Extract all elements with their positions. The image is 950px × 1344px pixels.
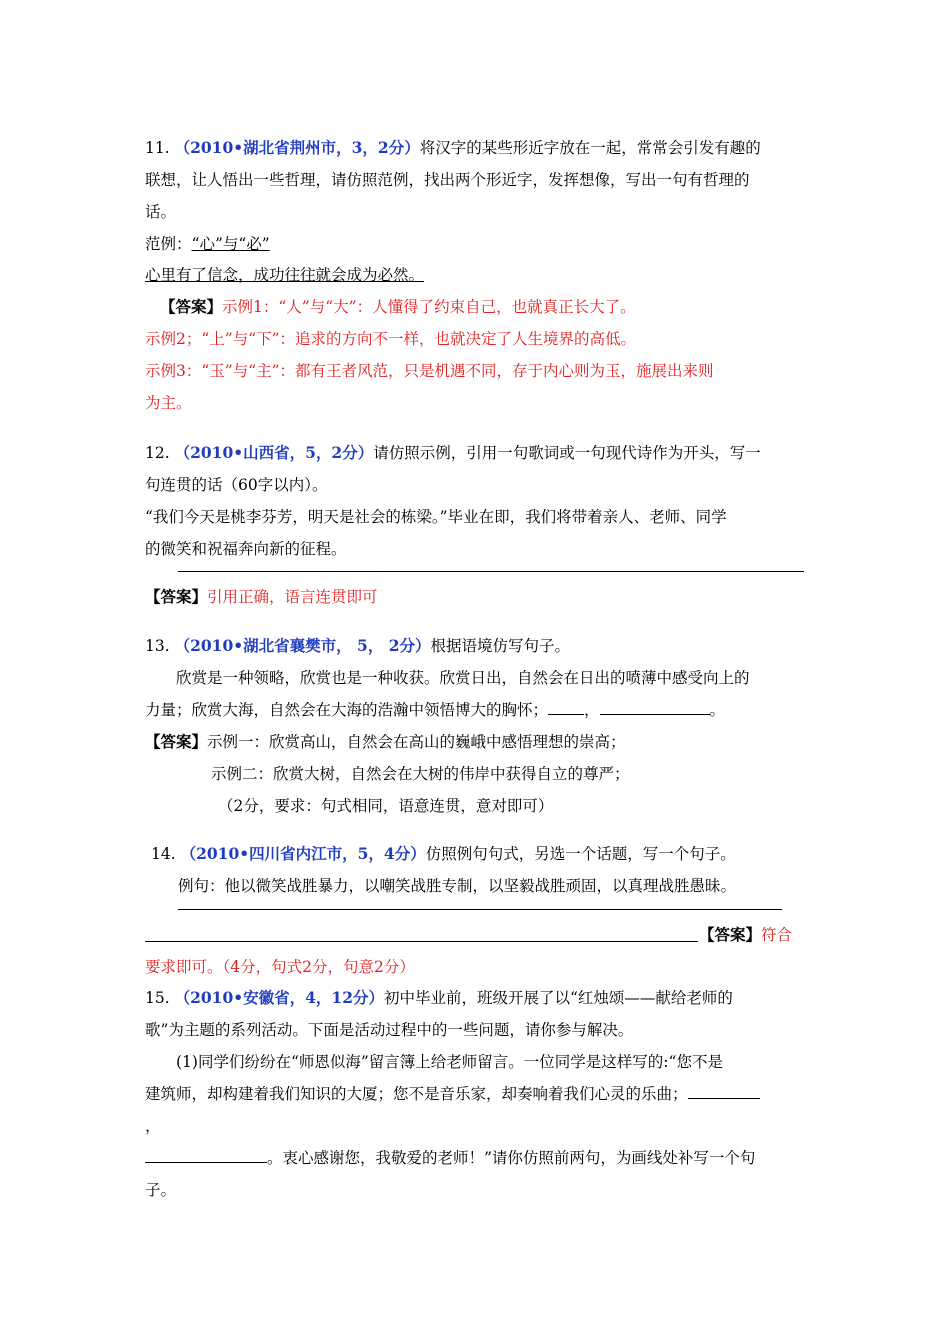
q12-answer-tag: 【答案】 — [145, 587, 208, 606]
q15-blank-1[interactable] — [688, 1084, 760, 1099]
q13-answer-tag: 【答案】 — [145, 732, 208, 751]
q15-line4-text: 建筑师，却构建着我们知识的大厦；您不是音乐家，却奏响着我们心灵的乐曲； — [145, 1085, 688, 1103]
q11-answer1 — [160, 296, 636, 318]
q12-line1 — [145, 442, 761, 464]
q14-text: 仿照例句句式，另选一个话题，写一个句子。 — [425, 845, 736, 863]
q12-answer-text: 引用正确，语言连贯即可 — [207, 588, 378, 606]
q14-answer-line-2[interactable] — [145, 941, 698, 942]
q11-answer3b: 为主。 — [145, 394, 192, 412]
q13-line3 — [145, 699, 725, 721]
q11-example-sentence: 心里有了信念，成功往往就会成为必然。 — [145, 266, 425, 284]
q14-number: 14. — [151, 845, 176, 863]
q14-answer-tag: 【答案】 — [699, 925, 762, 944]
q15-line4 — [145, 1083, 760, 1105]
q12-answer — [145, 586, 378, 608]
q13-answer1-text: 示例一：欣赏高山，自然会在高山的巍峨中感悟理想的崇高； — [207, 733, 626, 751]
q14-example: 例句：他以微笑战胜暴力，以嘲笑战胜专制，以坚毅战胜顽固，以真理战胜愚昧。 — [178, 877, 737, 895]
q14-answer-line-1[interactable] — [178, 909, 782, 910]
q11-answer2: 示例2；“上”与“下”：追求的方向不一样，也就决定了人生境界的高低。 — [145, 330, 637, 348]
q14-answer-text-a: 符合 — [761, 926, 793, 944]
q14-source: （2010•四川省内江市，5，4分） — [180, 844, 426, 863]
q13-line3-text: 力量；欣赏大海，自然会在大海的浩瀚中领悟博大的胸怀； — [145, 701, 549, 719]
q13-answer2: 示例二：欣赏大树，自然会在大树的伟岸中获得自立的尊严； — [211, 765, 630, 783]
q14-answer — [699, 924, 792, 946]
q11-answer-tag: 【答案】 — [160, 297, 223, 316]
q13-number: 13. — [145, 637, 170, 655]
q12-answer-line[interactable] — [178, 571, 804, 572]
q13-line1 — [145, 635, 570, 657]
q11-line2: 联想，让人悟出一些哲理，请仿照范例，找出两个形近字，发挥想像，写出一句有哲理的 — [145, 171, 750, 189]
q13-blank-1[interactable] — [548, 700, 584, 715]
q11-number: 11. — [145, 139, 170, 157]
q13-period: 。 — [709, 701, 726, 719]
q15-line1 — [145, 987, 733, 1009]
q15-number: 15. — [145, 989, 170, 1007]
q11-line1 — [145, 137, 761, 159]
q11-text: 将汉字的某些形近字放在一起，常常会引发有趣的 — [419, 139, 761, 157]
q11-example-label: 范例： — [145, 235, 192, 253]
q13-text: 根据语境仿写句子。 — [430, 637, 571, 655]
q13-line2: 欣赏是一种领略，欣赏也是一种收获。欣赏日出，自然会在日出的喷薄中感受向上的 — [176, 669, 750, 687]
q12-text: 请仿照示例，引用一句歌词或一句现代诗作为开头，写一 — [373, 444, 761, 462]
q11-source: （2010•湖北省荆州市，3，2分） — [174, 138, 420, 157]
q13-source: （2010•湖北省襄樊市， 5， 2分） — [174, 636, 431, 655]
q12-number: 12. — [145, 444, 170, 462]
q15-line7: 子。 — [145, 1181, 177, 1199]
q15-line6-text: 。衷心感谢您，我敬爱的老师！”请你仿照前两句，为画线处补写一个句 — [267, 1149, 756, 1167]
q11-answer3a: 示例3：“玉”与“主”：都有王者风范，只是机遇不同，存于内心则为玉，施展出来则 — [145, 362, 714, 380]
q13-comma: ， — [584, 701, 600, 719]
q15-line3: (1)同学们纷纷在“师恩似海”留言簿上给老师留言。一位同学是这样写的:“您不是 — [176, 1053, 723, 1071]
q12-line3: “我们今天是桃李芬芳，明天是社会的栋梁。”毕业在即，我们将带着亲人、老师、同学 — [145, 508, 727, 526]
q12-source: （2010•山西省，5，2分） — [174, 443, 374, 462]
q15-line2: 歌”为主题的系列活动。下面是活动过程中的一些问题，请你参与解决。 — [145, 1021, 634, 1039]
q13-answer3: （2分，要求：句式相同，语意连贯，意对即可） — [218, 797, 554, 815]
q11-example-pair: “心”与“必” — [191, 235, 270, 253]
q15-blank-2[interactable] — [145, 1148, 267, 1163]
q15-source: （2010•安徽省，4，12分） — [174, 988, 384, 1007]
q12-line4: 的微笑和祝福奔向新的征程。 — [145, 540, 347, 558]
q12-line2: 句连贯的话（60字以内）。 — [145, 476, 328, 494]
q15-line5: ， — [145, 1117, 161, 1135]
q13-blank-2[interactable] — [600, 700, 710, 715]
q11-answer1-text: 示例1：“人”与“大”：人懂得了约束自己，也就真正长大了。 — [222, 298, 636, 316]
q11-line3: 话。 — [145, 203, 177, 221]
q11-example — [145, 233, 270, 255]
q14-answer-text-b: 要求即可。（4分，句式2分，句意2分） — [145, 958, 415, 976]
q15-text: 初中毕业前，班级开展了以“红烛颂——献给老师的 — [384, 989, 733, 1007]
q15-line6 — [145, 1147, 755, 1169]
q13-answer1 — [145, 731, 626, 753]
q14-line1 — [151, 843, 736, 865]
